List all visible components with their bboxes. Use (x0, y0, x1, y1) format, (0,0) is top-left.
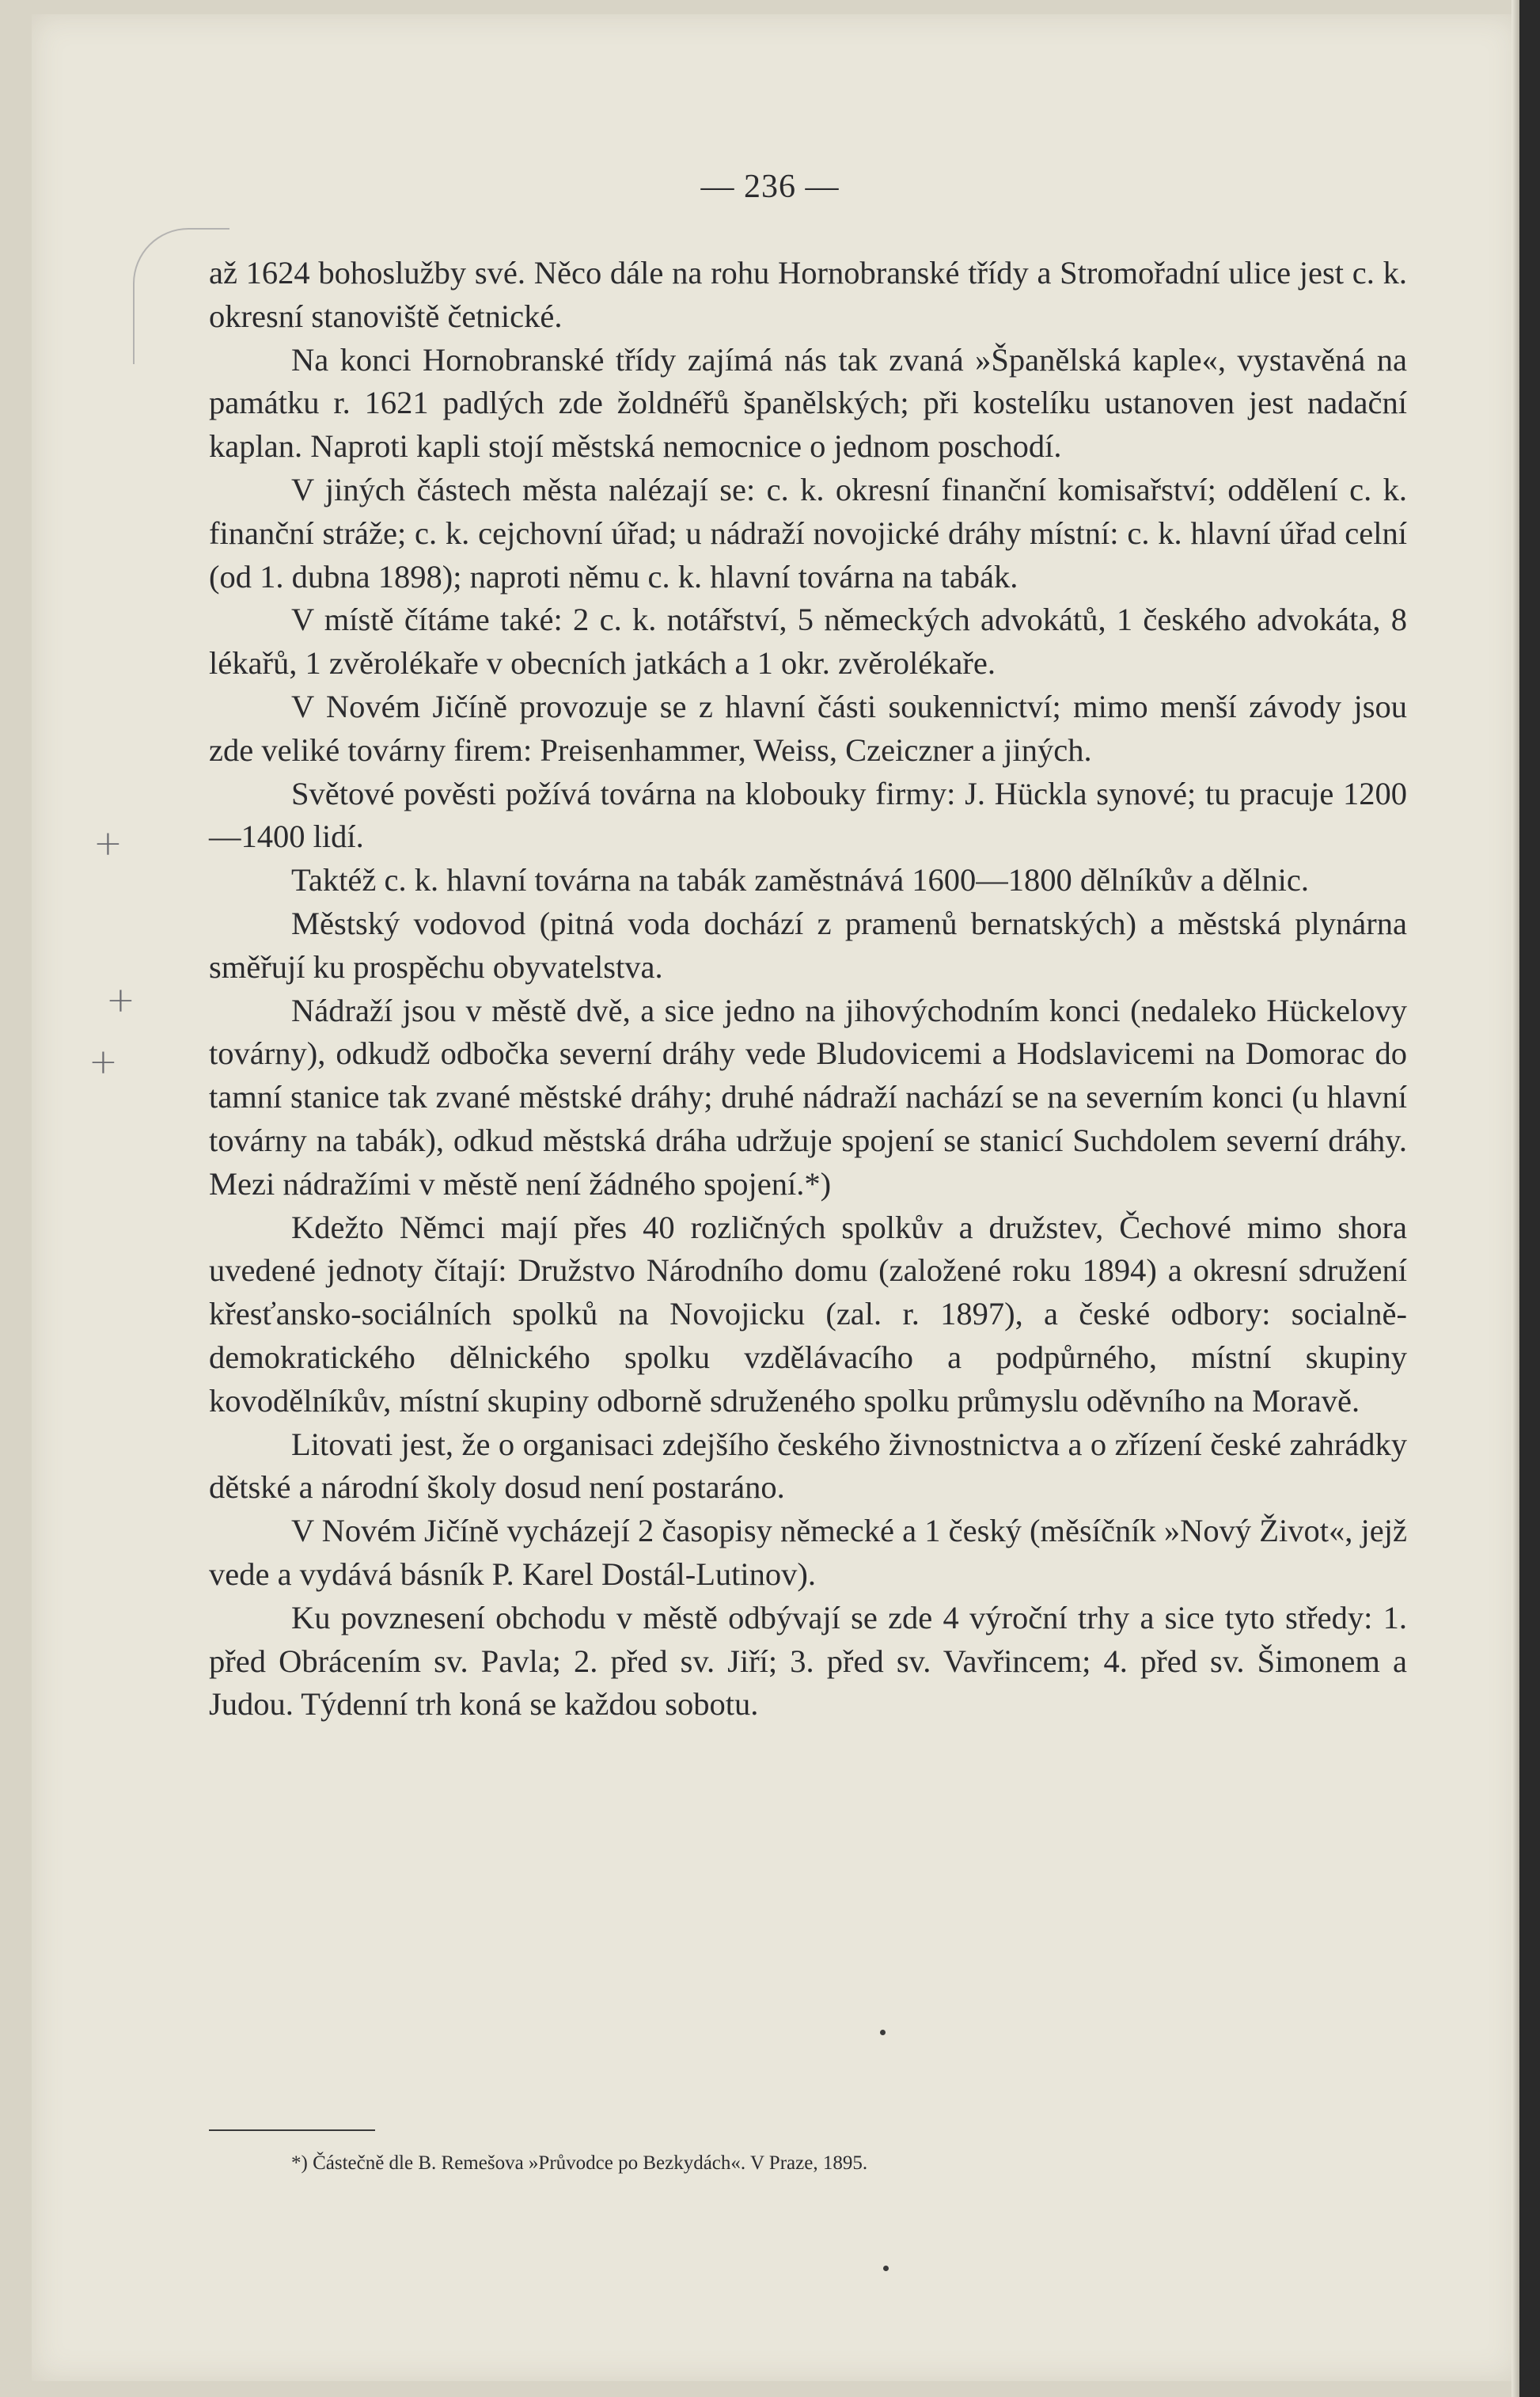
paragraph: V místě čítáme také: 2 c. k. notářství, 5 německých advokátů, 1 českého advokáta, 8 lékařů, 1 zvěrolékaře v obecních jatkách a 1 okr. zvěrolékaře. (209, 602, 1407, 682)
book-spine (1519, 0, 1540, 2397)
paragraph: Světové pověsti požívá továrna na klobouky firmy: J. Hückla synové; tu pracuje 1200 —1400 lidí. (209, 775, 1407, 855)
ink-speck (880, 2030, 886, 2035)
paragraph: V Novém Jičíně vycházejí 2 časopisy německé a 1 český (měsíčník »Nový Život«, jejž vede a vydává básník P. Karel Dostál-Lutinov). (209, 1513, 1407, 1592)
paragraph: Na konci Hornobranské třídy zajímá nás tak zvaná »Španělská kaple«, vystavěná na památku r. 1621 padlých zde žoldnéřů španělských; při kostelíku ustanoven jest nadační kaplan. Naproti kapli stojí městská nemocnice o jednom poschodí. (209, 341, 1407, 465)
paragraph: Nádraží jsou v městě dvě, a sice jedno na jihovýchodním konci (nedaleko Hückelovy továrny), odkudž odbočka severní dráhy vede Bludovicemi a Hodslavicemi na Domorac do tamní stanice tak zvané městské dráhy; druhé nádraží nachází se na severním konci (u hlavní továrny na tabák), odkud městská dráha udržuje spojení se stanicí Suchdolem severní dráhy. Mezi nádražími v městě není žádného spojení.*) (209, 992, 1407, 1202)
paragraph: až 1624 bohoslužby své. Něco dále na rohu Hornobranské třídy a Stromořadní ulice jest c. k. okresní stanoviště četnické. (209, 255, 1407, 334)
ink-speck (883, 2266, 889, 2271)
margin-mark: + (89, 1042, 118, 1082)
paragraph: Taktéž c. k. hlavní továrna na tabák zaměstnává 1600—1800 dělníkův a dělnic. (291, 862, 1309, 898)
page-number: — 236 — (700, 169, 840, 205)
paragraph: Litovati jest, že o organisaci zdejšího českého živnostnictva a o zřízení české zahrádky dětské a národní školy dosud není postaráno. (209, 1426, 1407, 1506)
paragraph: V Novém Jičíně provozuje se z hlavní části soukennictví; mimo menší závody jsou zde veliké továrny firem: Preisenhammer, Weiss, Czeiczner a jiných. (209, 688, 1407, 768)
body-text (209, 252, 1407, 1727)
margin-mark: + (93, 823, 123, 864)
paragraph: Ku povznesení obchodu v městě odbývají se zde 4 výroční trhy a sice tyto středy: 1. před Obrácením sv. Pavla; 2. před sv. Jiří; 3. před sv. Vavřincem; 4. před sv. Šimonem a Judou. Týdenní trh koná se každou sobotu. (209, 1599, 1407, 1723)
paragraph: Městský vodovod (pitná voda dochází z pramenů bernatských) a městská plynárna směřují ku prospěchu obyvatelstva. (209, 905, 1407, 985)
page-edge-shadow (1512, 0, 1519, 2397)
paragraph: V jiných částech města nalézají se: c. k. okresní finanční komisařství; oddělení c. k. finanční stráže; c. k. cejchovní úřad; u nádraží novojické dráhy místní: c. k. hlavní úřad celní (od 1. dubna 1898); naproti němu c. k. hlavní továrna na tabák. (209, 471, 1407, 595)
footnote-divider (209, 2129, 375, 2131)
paragraph: Kdežto Němci mají přes 40 rozličných spolkův a družstev, Čechové mimo shora uvedené jednoty čítají: Družstvo Národního domu (založené roku 1894) a okresní sdružení křesťansko-sociálních spolků na Novojicku (zal. r. 1897), a české odbory: socialně-demokratického dělnického spolku vzdělávacího a podpůrného, místní skupiny kovodělníkův, místní skupiny odborně sdruženého spolku průmyslu oděvního na Moravě. (209, 1209, 1407, 1419)
footnote: *) Částečně dle B. Remešova »Průvodce po Bezkydách«. V Praze, 1895. (291, 2152, 868, 2174)
margin-mark: + (106, 980, 135, 1020)
